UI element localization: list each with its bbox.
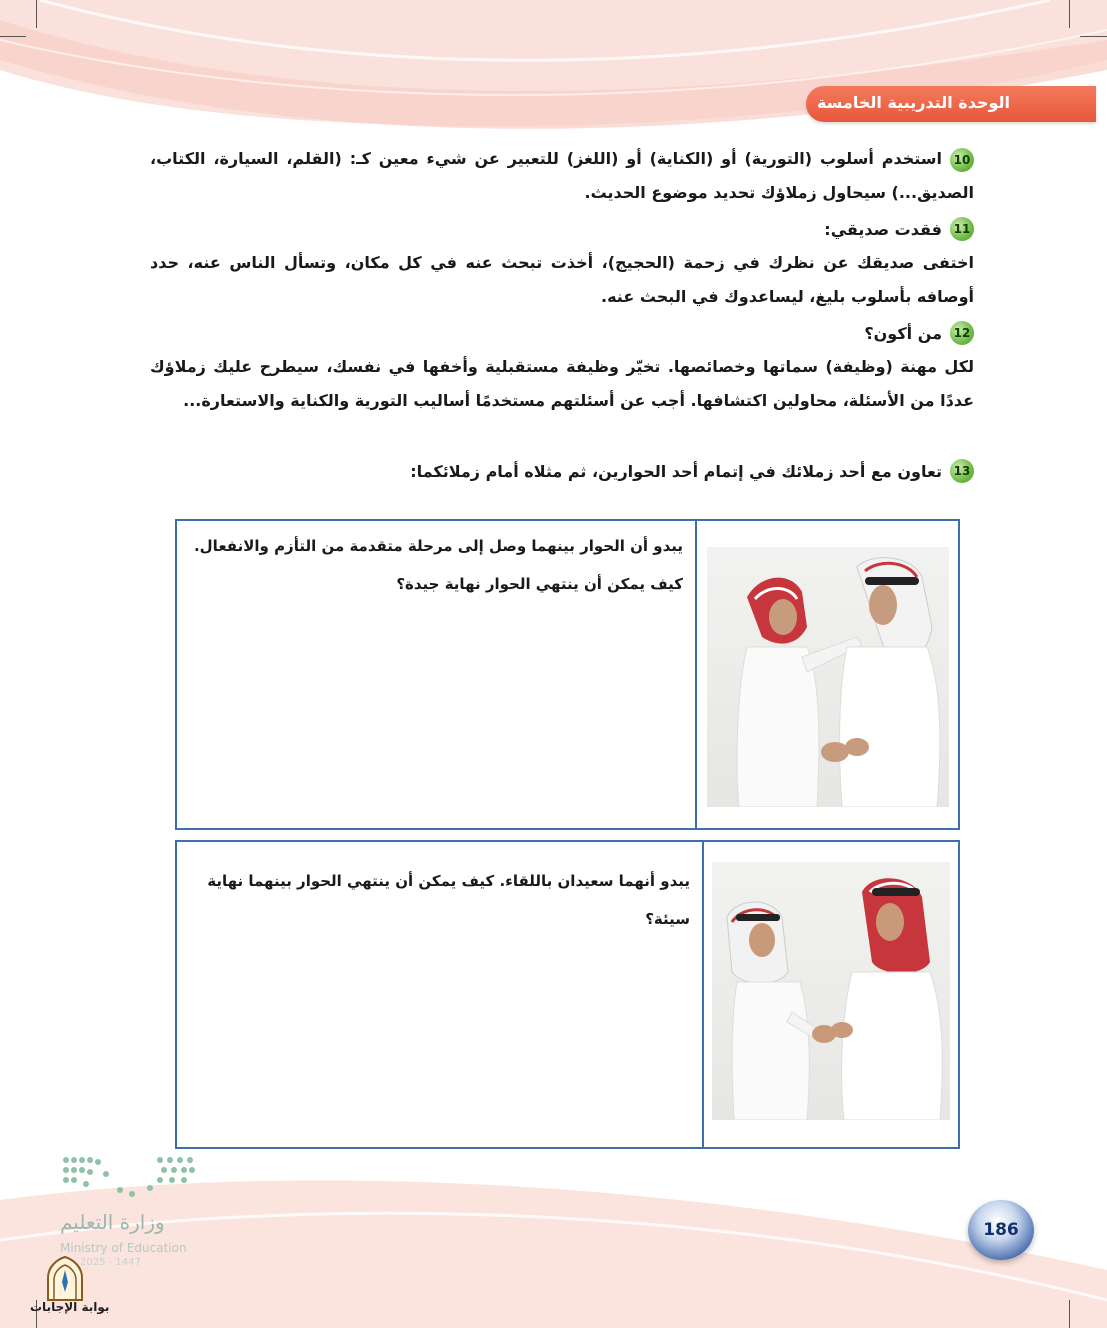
scenario-1-line-2: كيف يمكن أن ينتهي الحوار نهاية جيدة؟ — [396, 575, 683, 593]
question-12-header — [150, 316, 974, 350]
men-illustration — [712, 862, 950, 1120]
question-12-body: لكل مهنة (وظيفة) سماتها وخصائصها. تخيّر وظيفة مستقبلية وأخفها في نفسك، سيطرح عليك زملاؤك عددًا من الأسئلة، محاولين اكتشافها. أجب عن أسئلتهم مستخدمًا أساليب التورية والكناية والاستعارة... — [150, 357, 974, 410]
question-11-header — [150, 212, 974, 246]
scenario-photo-cell — [702, 842, 958, 1147]
crop-mark — [0, 36, 26, 37]
men-illustration — [707, 547, 949, 807]
portal-mosque-logo-icon — [44, 1256, 86, 1302]
photo-two-men-tense-handshake — [707, 547, 949, 807]
portal-name: بوابة الإجابات — [30, 1300, 110, 1314]
question-11 — [150, 212, 974, 314]
question-11-body: اختفى صديقك عن نظرك في زحمة (الحجيج)، أخذت تبحث عنه في كل مكان، وتسأل الناس عنه، حدد أوصافه بأسلوب بليغ، ليساعدوك في البحث عنه. — [150, 253, 974, 306]
scenario-box-1 — [175, 519, 960, 830]
question-13 — [150, 454, 974, 488]
question-10-body: استخدم أسلوب (التورية) أو (الكناية) أو (اللغز) للتعبير عن شيء معين كـ: (القلم، السيارة، الكتاب، الصديق...) سيحاول زملاؤك تحديد موضوع الحديث. — [150, 149, 974, 202]
unit-title-banner — [806, 86, 1096, 122]
question-number-badge: 10 — [950, 148, 974, 172]
question-11-title: فقدت صديقي: — [824, 219, 942, 239]
question-number-badge: 13 — [950, 459, 974, 483]
ministry-year: 2025 - 1447 — [80, 1257, 141, 1268]
question-number-badge: 11 — [950, 217, 974, 241]
ministry-name-english: Ministry of Education — [60, 1241, 187, 1255]
scenario-text — [191, 862, 690, 938]
question-number-badge: 12 — [950, 321, 974, 345]
header-wave-decoration — [0, 0, 1107, 160]
ministry-name-arabic: وزارة التعليم — [60, 1210, 165, 1234]
scenario-text — [191, 527, 683, 603]
question-13-title: تعاون مع أحد زملائك في إتمام أحد الحوارين، ثم مثلاه أمام زملائكما: — [410, 461, 942, 481]
crop-mark — [1069, 1300, 1070, 1328]
crop-mark — [1069, 0, 1070, 28]
question-12 — [150, 316, 974, 418]
page-number-badge — [968, 1200, 1034, 1260]
scenario-1-line-1: يبدو أن الحوار بينهما وصل إلى مرحلة متقدمة من التأزم والانفعال. — [193, 537, 683, 555]
question-12-title: من أكون؟ — [864, 323, 942, 343]
crop-mark — [36, 0, 37, 28]
question-10-text — [150, 142, 974, 210]
scenario-box-2 — [175, 840, 960, 1149]
question-13-header — [150, 454, 974, 488]
unit-title: الوحدة التدريبية الخامسة — [816, 93, 1010, 112]
scenario-2-line-1: يبدو أنهما سعيدان باللقاء. كيف يمكن أن ينتهي الحوار بينهما نهاية سيئة؟ — [207, 872, 690, 928]
footer-wave-decoration — [0, 1120, 1107, 1328]
ministry-logo-dots-icon — [60, 1154, 200, 1202]
photo-two-men-happy-handshake — [712, 862, 950, 1120]
scenario-photo-cell — [695, 521, 958, 828]
page-number: 186 — [983, 1220, 1019, 1240]
crop-mark — [1080, 36, 1107, 37]
question-10 — [150, 142, 974, 210]
